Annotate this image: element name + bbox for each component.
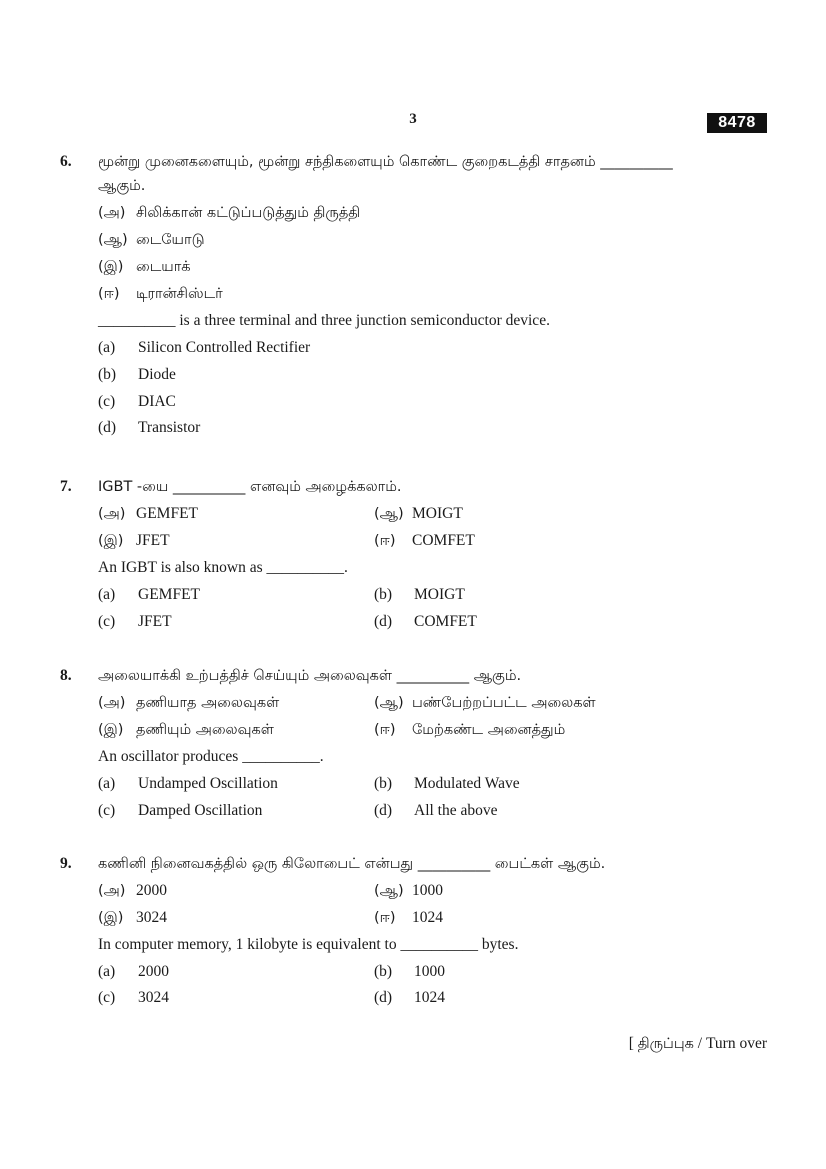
option-text: Diode [138, 366, 176, 383]
option-text: MOIGT [414, 586, 465, 603]
option-label: (b) [374, 775, 393, 792]
option-text: டையோடு [136, 232, 205, 248]
tamil-option [374, 504, 463, 524]
option-text: பண்பேற்றப்பட்ட அலைகள் [412, 695, 596, 711]
english-stem: An oscillator produces __________. [98, 748, 324, 765]
option-label: (a) [98, 775, 116, 792]
tamil-option [374, 881, 443, 901]
turn-over-note [629, 1034, 767, 1054]
option-label: (c) [98, 802, 116, 819]
question-number: 8. [60, 667, 72, 684]
option-text: டிரான்சிஸ்டர் [136, 286, 223, 302]
option-label: (d) [374, 989, 393, 1006]
option-text: தணியும் அலைவுகள் [136, 722, 274, 738]
english-option [374, 774, 520, 794]
english-option [98, 338, 310, 358]
option-label: (a) [98, 963, 116, 980]
option-label: (ஈ) [374, 722, 396, 738]
english-option [98, 585, 200, 605]
option-text: GEMFET [136, 505, 198, 522]
english-option [374, 585, 465, 605]
question-number: 9. [60, 855, 72, 872]
english-stem: An IGBT is also known as __________. [98, 559, 348, 576]
option-label: (c) [98, 613, 116, 630]
tamil-option [98, 230, 205, 250]
option-label: (a) [98, 586, 116, 603]
option-label: (b) [374, 963, 393, 980]
option-label: (ஆ) [98, 232, 128, 248]
footer-bracket: [ [628, 1035, 634, 1052]
english-stem: In computer memory, 1 kilobyte is equivalent to __________ bytes. [98, 936, 519, 953]
tamil-option [98, 693, 279, 713]
option-text: 3024 [136, 909, 167, 926]
option-text: 1024 [412, 909, 443, 926]
option-text: 2000 [136, 882, 167, 899]
option-label: (c) [98, 989, 116, 1006]
option-text: Silicon Controlled Rectifier [138, 339, 311, 356]
tamil-option [98, 720, 274, 740]
option-text: All the above [414, 802, 498, 819]
option-label: (அ) [98, 695, 126, 711]
option-text: DIAC [138, 393, 176, 410]
option-text: GEMFET [138, 586, 200, 603]
option-label: (இ) [98, 533, 124, 549]
option-text: மேற்கண்ட அனைத்தும் [412, 722, 566, 738]
option-text: JFET [138, 613, 172, 630]
tamil-option [374, 693, 596, 713]
option-text: COMFET [412, 532, 475, 549]
english-option [98, 774, 278, 794]
option-text: 2000 [138, 963, 169, 980]
option-label: (b) [98, 366, 117, 383]
tamil-stem: அலையாக்கி உற்பத்திச் செய்யும் அலைவுகள் __________ ஆகும். [98, 668, 522, 684]
option-text: 1000 [412, 882, 443, 899]
option-label: (இ) [98, 722, 124, 738]
option-text: MOIGT [412, 505, 463, 522]
option-label: (ஈ) [374, 533, 396, 549]
option-label: (ஆ) [374, 883, 404, 899]
english-option [98, 365, 176, 385]
option-text: Modulated Wave [414, 775, 520, 792]
english-option [374, 962, 445, 982]
tamil-option [98, 284, 223, 304]
question-number: 7. [60, 478, 72, 495]
option-text: டையாக் [136, 259, 191, 275]
english-option [98, 612, 172, 632]
tamil-option [98, 257, 191, 277]
option-label: (அ) [98, 506, 126, 522]
paper-code-badge: 8478 [707, 113, 767, 133]
option-text: 1000 [414, 963, 445, 980]
english-option [98, 392, 176, 412]
english-option [374, 801, 498, 821]
tamil-stem: மூன்று முனைகளையும், மூன்று சந்திகளையும் கொண்ட குறைகடத்தி சாதனம் __________ [98, 154, 673, 170]
option-label: (ஈ) [374, 910, 396, 926]
option-label: (இ) [98, 910, 124, 926]
option-label: (அ) [98, 205, 126, 221]
tamil-option [374, 720, 565, 740]
tamil-option [98, 203, 360, 223]
tamil-option [98, 531, 170, 551]
tamil-option [98, 504, 198, 524]
tamil-stem: IGBT -யை __________ எனவும் அழைக்கலாம். [98, 479, 402, 495]
option-text: 1024 [414, 989, 445, 1006]
tamil-option [374, 531, 475, 551]
option-label: (d) [98, 419, 117, 436]
footer-tamil: திருப்புக [637, 1036, 694, 1052]
english-option [98, 801, 262, 821]
footer-english: Turn over [705, 1035, 767, 1052]
english-option [98, 962, 169, 982]
english-option [374, 988, 445, 1008]
option-label: (d) [374, 802, 393, 819]
option-text: சிலிக்கான் கட்டுப்படுத்தும் திருத்தி [136, 205, 361, 221]
tamil-stem-cont: ஆகும். [98, 178, 146, 194]
tamil-option [98, 881, 167, 901]
english-option [98, 418, 200, 438]
option-label: (ஈ) [98, 286, 120, 302]
tamil-option [374, 908, 443, 928]
option-label: (d) [374, 613, 393, 630]
option-text: 3024 [138, 989, 169, 1006]
tamil-option [98, 908, 167, 928]
option-label: (இ) [98, 259, 124, 275]
option-label: (ஆ) [374, 506, 404, 522]
option-text: Damped Oscillation [138, 802, 263, 819]
option-text: தணியாத அலைவுகள் [136, 695, 280, 711]
option-label: (ஆ) [374, 695, 404, 711]
option-text: JFET [136, 532, 170, 549]
option-text: COMFET [414, 613, 477, 630]
option-label: (c) [98, 393, 116, 410]
english-option [98, 988, 169, 1008]
option-text: Transistor [138, 419, 201, 436]
question-number: 6. [60, 153, 72, 170]
tamil-stem: கணினி நினைவகத்தில் ஒரு கிலோபைட் என்பது __________ பைட்கள் ஆகும். [98, 856, 606, 872]
option-label: (a) [98, 339, 116, 356]
option-label: (அ) [98, 883, 126, 899]
english-option [374, 612, 477, 632]
option-label: (b) [374, 586, 393, 603]
english-stem: __________ is a three terminal and three junction semiconductor device. [98, 312, 550, 329]
page-number: 3 [409, 111, 417, 127]
footer-separator: / [697, 1035, 703, 1052]
option-text: Undamped Oscillation [138, 775, 278, 792]
